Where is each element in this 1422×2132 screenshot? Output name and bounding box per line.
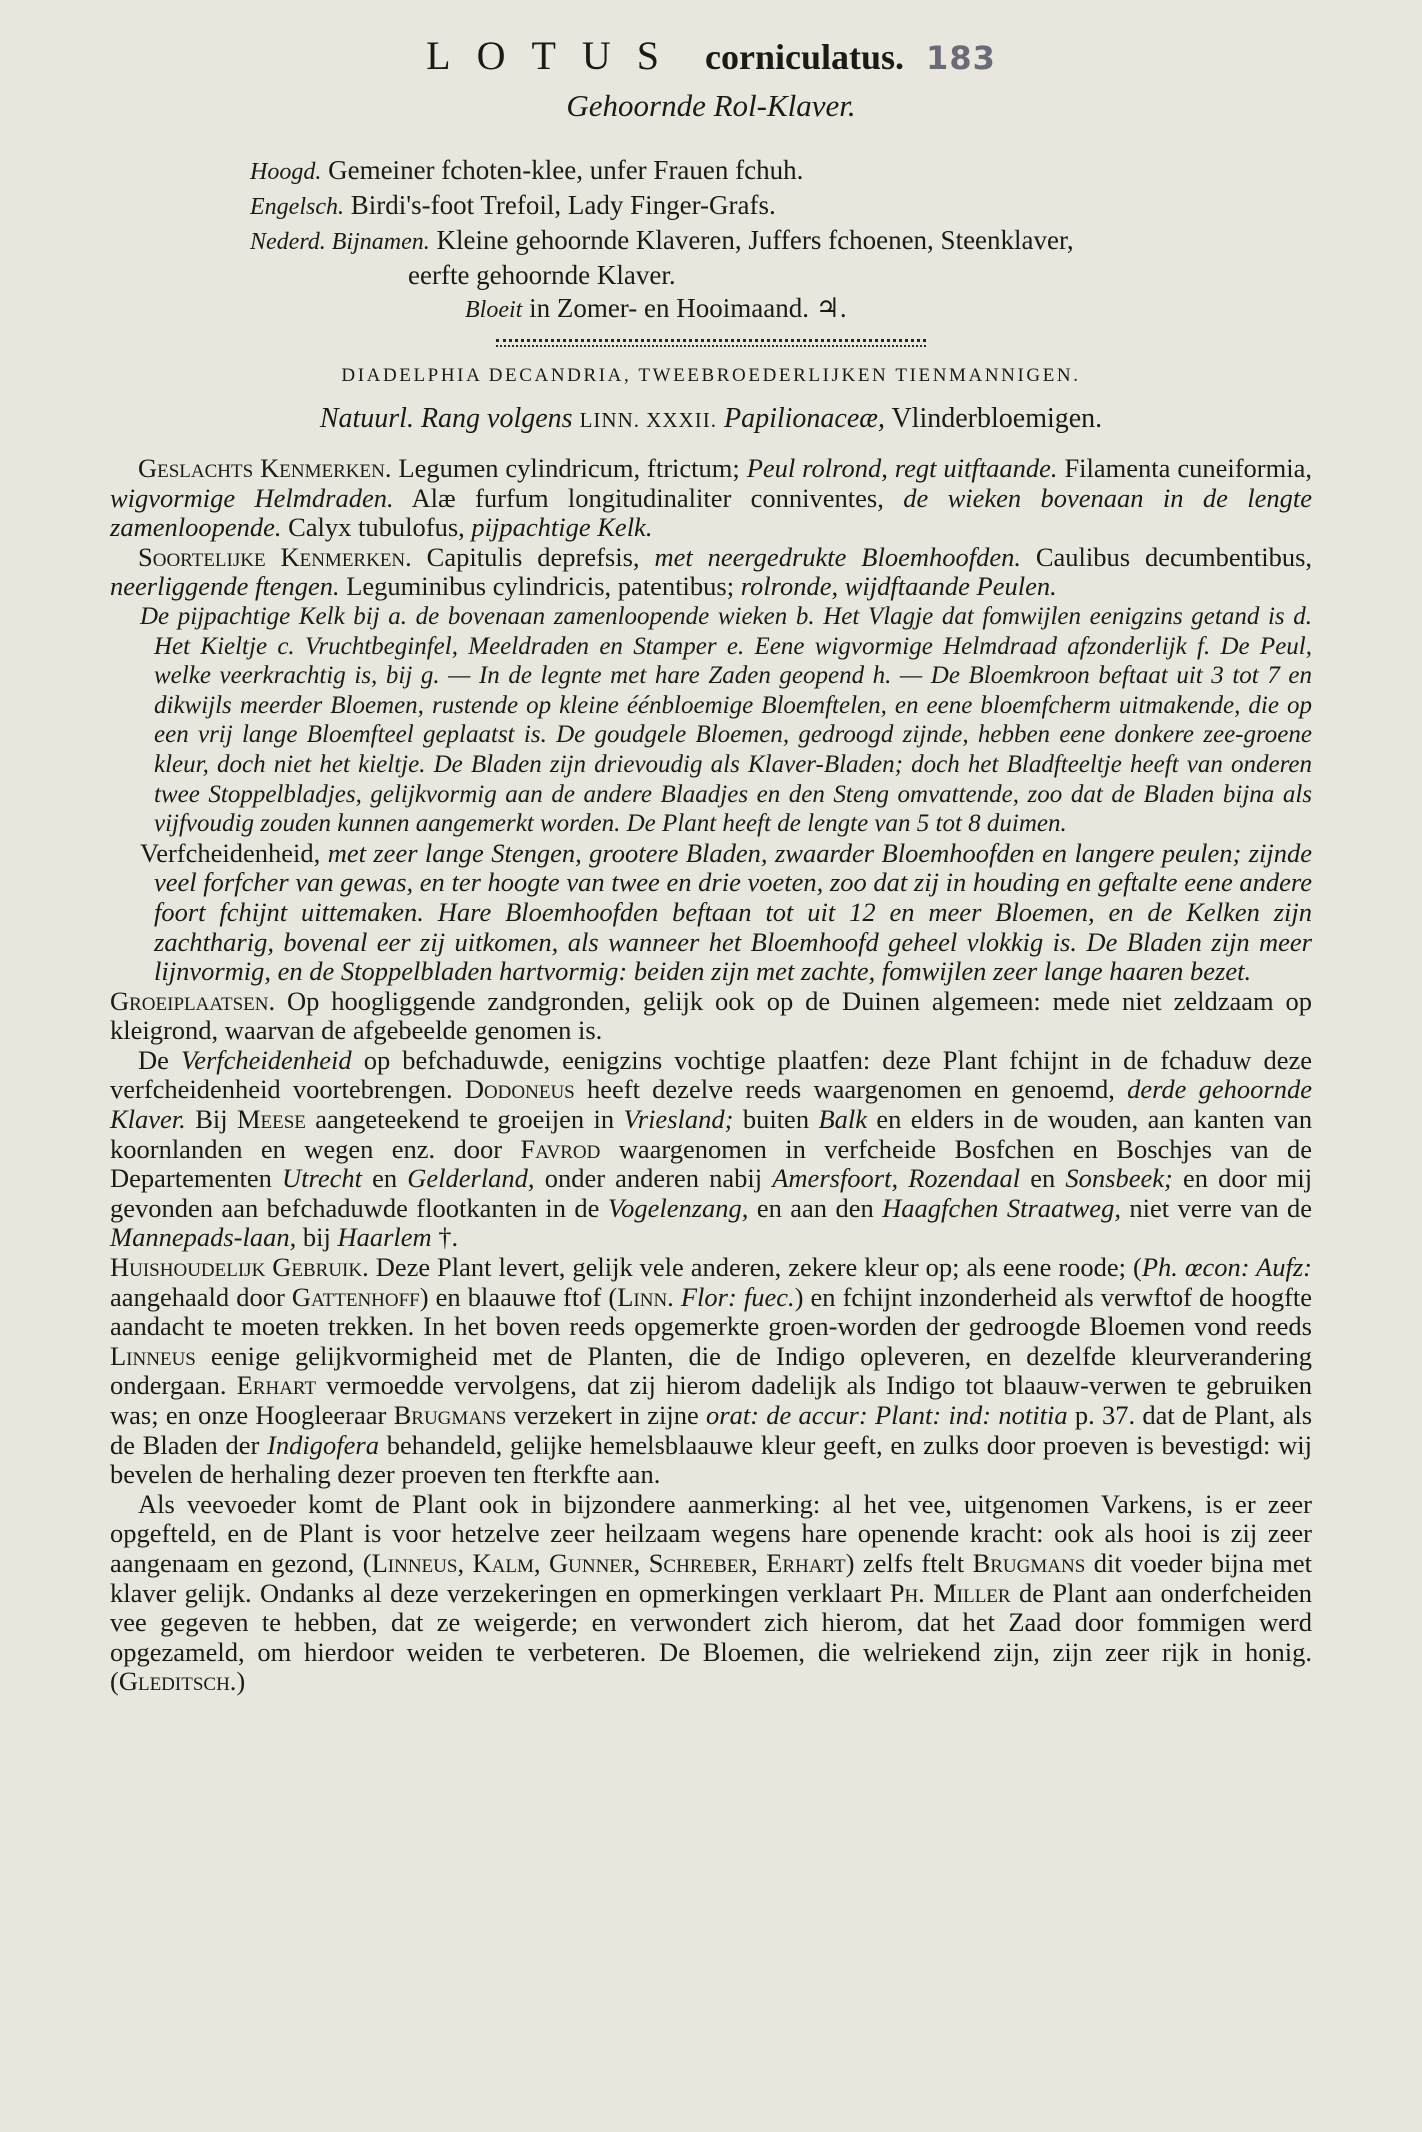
page-number: 183 [926,39,996,77]
paragraph-verscheidenheid-locations: De Verfcheidenheid op befchaduwde, eenigzins vochtige plaatfen: deze Plant fchijnt in de fchaduw deze verfcheidenheid voortebrengen. Dodoneus heeft dezelve reeds waargenomen en genoemd, derde gehoornde Klaver. Bij Meese aangeteekend te groeijen in Vriesland; buiten Balk en elders in de wouden, aan kanten van koornlanden en wegen enz. door Favrod waargenomen in verfcheide Bosfchen en Boschjes van de Departementen Utrecht en Gelderland, onder anderen nabij Amersfoort, Rozendaal en Sonsbeek; en door mij gevonden aan befchaduwde flootkanten in de Vogelenzang, en aan den Haagfchen Straatweg, niet verre van de Mannepads-laan, bij Haarlem †. [110,1044,1313,1253]
classification-heading: DIADELPHIA DECANDRIA, TWEEBROEDERLIJKEN TIENMANNIGEN. [341,365,1081,386]
species-name: corniculatus. [705,37,905,77]
ornamental-rule [496,339,926,347]
paragraph-soortelijke: Soortelijke Kenmerken. Capitulis deprefsis, met neergedrukte Bloemhoofden. Caulibus decumbentibus, neerliggende ftengen. Leguminibus cylindricis, patentibus; rolronde, wijdftaande Peulen. [110,541,1313,602]
vernacular-names [250,154,1312,327]
paragraph-huishoudelijk: Huishoudelijk Gebruik. Deze Plant levert, gelijk vele anderen, zekere kleur op; als eene roode; (Ph. œcon: Aufz: aangehaald door Gattenhoff) en blaauwe ftof (Linn. Flor: fuec.) en fchijnt inzonderheid als verwftof de hoogfte aandacht te moeten trekken. In het boven reeds opgemerkte groen-worden der gedroogde Bloemen vond reeds Linneus eenige gelijkvormigheid met de Planten, die de Indigo opleveren, en dezelfde kleurverandering ondergaan. Erhart vermoedde vervolgens, dat zij hierom dadelijk als Indigo tot blaauw-verwen te gebruiken was; en onze Hoogleeraar Brugmans verzekert in zijne orat: de accur: Plant: ind: notitia p. 37. dat de Plant, als de Bladen der Indigofera behandeld, gelijke hemelsblaauwe kleur geeft, en zulks door proeven is bevestigd: wij bevelen de herhaling dezer proeven ten fterkfte aan. [110,1252,1313,1490]
body-text [110,454,1312,1697]
name-line-nederd-cont: eerfte gehoornde Klaver. [408,260,676,290]
name-line-hoogd: Hoogd. Gemeiner fchoten-klee, unfer Frauen fchuh. [250,155,804,185]
paragraph-groeiplaatsen: Groeiplaatsen. Op hoogliggende zandgronden, gelijk ook op de Duinen algemeen: mede niet zeldzaam op kleigrond, waarvan de afgebeelde genomen is. [110,985,1313,1046]
genus-name: LOTUS [426,33,686,78]
flowering-line: Bloeit in Zomer- en Hooimaand. ♃. [465,293,847,323]
paragraph-description: De pijpachtige Kelk bij a. de bovenaan zamenloopende wieken b. Het Vlagje dat fomwijlen eenigzins getand is d. Het Kieltje c. Vruchtbeginfel, Meeldraden en Stamper e. Eene wigvormige Helmdraad afzonderlijk f. De Peul, welke veerkrachtig is, bij g. — In de legnte met hare Zaden geopend h. — De Bloemkroon beftaat uit 3 tot 7 en dikwijls meerder Bloemen, rustende op kleine éénbloemige Bloemftelen, en eene bloemfcherm uitmakende, die op een vrij lange Bloemfteel geplaatst is. De goudgele Bloemen, gedroogd zijnde, hebben eene donkere zee-groene kleur, doch niet het kieltje. De Bladen zijn drievoudig als Klaver-Bladen; doch het Bladfteeltje heeft van onderen twee Stoppelbladjes, gelijkvormig aan de andere Blaadjes en den Steng omvattende, zoo dat de Bladen bijna als vijfvoudig zouden kunnen aangemerkt worden. De Plant heeft de lengte van 5 tot 8 duimen. [140,602,1312,838]
page-title [110,30,1312,84]
name-line-nederd: Nederd. Bijnamen. Kleine gehoornde Klaveren, Juffers fchoenen, Steenklaver, [250,225,1074,255]
dutch-name: Gehoornde Rol-Klaver. [566,88,856,123]
paragraph-geslachts: Geslachts Kenmerken. Legumen cylindricum, ftrictum; Peul rolrond, regt uitftaande. Filamenta cuneiformia, wigvormige Helmdraden. Alæ furfum longitudinaliter conniventes, de wieken bovenaan in de lengte zamenloopende. Calyx tubulofus, pijpachtige Kelk. [110,453,1312,543]
paragraph-verscheidenheid: Verfcheidenheid, met zeer lange Stengen, grootere Bladen, zwaarder Bloemhoofden en langere peulen; zijnde veel forfcher van gewas, en ter hoogte van twee en drie voeten, zoo dat zij in houding en geftalte eene andere foort fchijnt uittemaken. Hare Bloemhoofden beftaan tot uit 12 en meer Bloemen, en de Kelken zijn zachtharig, bovenal eer zij uitkomen, als wanneer het Bloemhoofd geheel vlokkig is. De Bladen zijn meer lijnvormig, en de Stoppelbladen hartvormig: beiden zijn met zachte, fomwijlen zeer lange haaren bezet. [140,837,1313,987]
natural-rank: Natuurl. Rang volgens LINN. XXXII. Papilionaceæ, Vlinderbloemigen. [319,403,1103,434]
name-line-engelsch: Engelsch. Birdi's-foot Trefoil, Lady Finger-Grafs. [250,190,776,220]
paragraph-veevoeder: Als veevoeder komt de Plant ook in bijzondere aanmerking: al het vee, uitgenomen Varkens, is er zeer opgefteld, en de Plant is voor hetzelve zeer heilzaam wegens hare openende kracht: ook als hooi is zij zeer aangenaam en gezond, (Linneus, Kalm, Gunner, Schreber, Erhart) zelfs ftelt Brugmans dit voeder bijna met klaver gelijk. Ondanks al deze verzekeringen en opmerkingen verklaart Ph. Miller de Plant aan onderfcheiden vee gegeven te hebben, dat ze weigerde; en verwondert zich hierom, dat het Zaad door fommigen werd opgezameld, om hierdoor weiden te verbeteren. De Bloemen, die welriekend zijn, zijn zeer rijk in honig. (Gleditsch.) [110,1488,1313,1697]
